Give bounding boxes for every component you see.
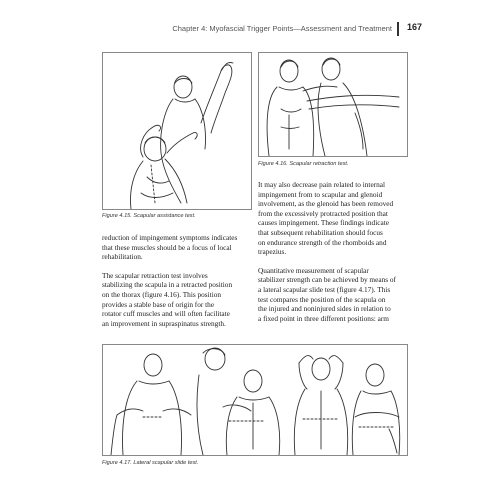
text-line: causes impingement. These findings indicate <box>258 218 389 228</box>
text-line: involvement, as the glenoid has been removed <box>258 199 394 209</box>
text-line: Quantitative measurement of scapular <box>258 265 369 275</box>
figure-4-15-illustration <box>102 52 252 210</box>
right-text-column <box>258 180 408 332</box>
figure-4-16-caption: Figure 4.16. Scapular retraction test. <box>258 161 349 167</box>
text-line: rehabilitation. <box>102 252 143 262</box>
text-line: impingement from to scapular and glenoid <box>258 189 383 199</box>
text-line: stabilizer strength can be achieved by means of <box>258 275 396 285</box>
figure-4-16-illustration <box>258 52 408 157</box>
text-line: that subsequent rehabilitation should focus <box>258 227 383 237</box>
text-line: an improvement in supraspinatus strength. <box>102 318 226 328</box>
left-text-column <box>102 233 250 337</box>
page-number: 167 <box>407 22 423 32</box>
text-line: that these muscles should be a focus of local <box>102 242 232 252</box>
text-line: from the excessively protracted position that <box>258 208 388 218</box>
text-line: a fixed point in three different positions: arm <box>258 313 389 323</box>
chapter-title: Chapter 4: Myofascial Trigger Points—Assessment and Treatment <box>172 24 392 33</box>
text-line: the injured and noninjured sides in relation to <box>258 304 391 314</box>
text-line: stabilizing the scapula in a retracted position <box>102 280 233 290</box>
figure-4-17-caption: Figure 4.17. Lateral scapular slide test. <box>102 460 199 466</box>
text-line: on the thorax (figure 4.16). This position <box>102 289 222 299</box>
figure-4-15-caption: Figure 4.15. Scapular assistance test. <box>102 213 196 219</box>
figure-4-17-illustration <box>102 344 408 456</box>
text-line: on endurance strength of the rhomboids and <box>258 237 387 247</box>
text-line: It may also decrease pain related to internal <box>258 180 386 189</box>
text-line: a lateral scapular slide test (figure 4.17). This <box>258 284 391 294</box>
text-line: The scapular retraction test involves <box>102 270 208 280</box>
text-line: trapezius. <box>258 247 287 257</box>
text-line: reduction of impingement symptoms indicates <box>102 233 238 242</box>
text-line: test compares the position of the scapula on <box>258 294 386 304</box>
running-header <box>172 22 480 38</box>
paragraph <box>258 266 408 324</box>
text-line: provides a stable base of origin for the <box>102 299 215 309</box>
paragraph <box>102 233 250 262</box>
paragraph <box>102 271 250 329</box>
text-line: rotator cuff muscles and will often facilitate <box>102 309 230 319</box>
header-divider <box>397 22 399 36</box>
paragraph <box>258 180 408 257</box>
